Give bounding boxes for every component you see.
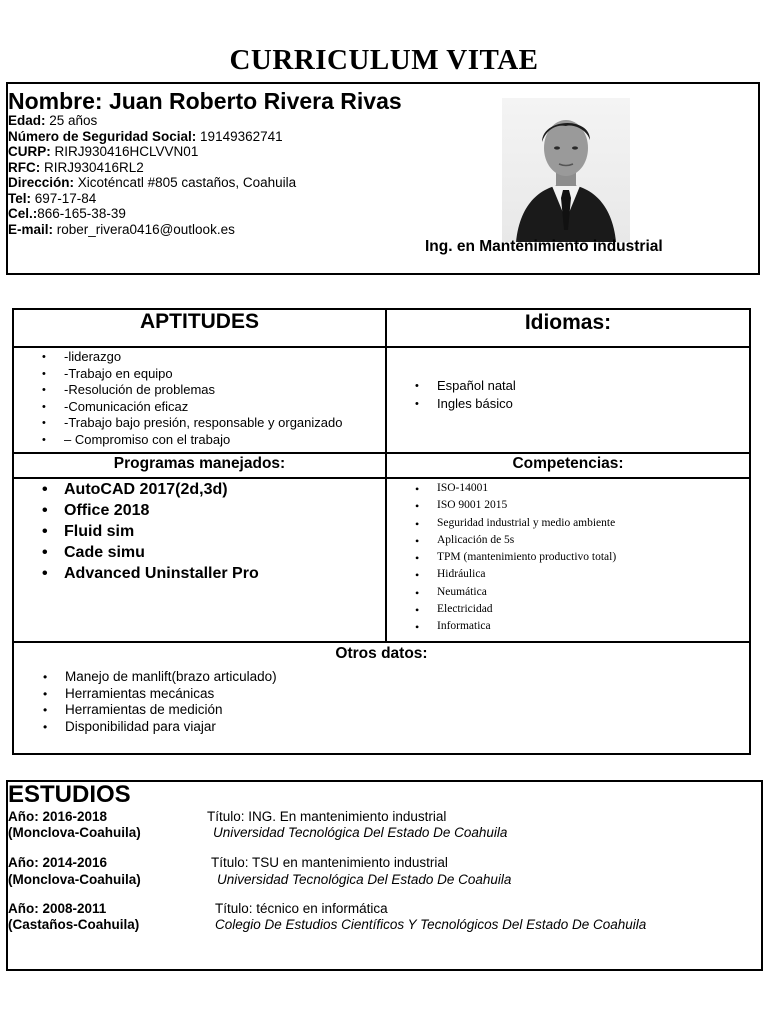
estudios-header: ESTUDIOS [8, 781, 131, 808]
aptitudes-list [42, 349, 342, 448]
study-place: (Monclova-Coahuila) [8, 825, 141, 840]
candidate-name: Nombre: Juan Roberto Rivera Rivas [8, 88, 402, 114]
field-tel: Tel: 697-17-84 [8, 190, 97, 206]
row-divider [12, 346, 751, 348]
list-item: • -Trabajo en equipo [42, 366, 342, 383]
document-title: CURRICULUM VITAE [229, 44, 539, 76]
study-school: Universidad Tecnológica Del Estado De Coahuila [213, 825, 508, 840]
aptitudes-header: APTITUDES [139, 310, 259, 333]
field-direccion: Dirección: Xicoténcatl #805 castaños, Coahuila [8, 175, 297, 190]
study-school: Colegio De Estudios Científicos Y Tecnológicos Del Estado De Coahuila [215, 917, 647, 932]
list-item: • -liderazgo [42, 349, 342, 366]
list-item: • Advanced Uninstaller Pro [42, 563, 259, 584]
study-year: Año: 2008-2011 [8, 901, 107, 916]
list-item: • Fluid sim [42, 521, 259, 542]
list-item: • Aplicación de 5s [415, 532, 616, 549]
list-item: • Informatica [415, 618, 616, 635]
field-curp: CURP: RIRJ930416HCLVVN01 [8, 144, 199, 159]
study-title: Título: ING. En mantenimiento industrial [207, 809, 447, 824]
study-place: (Castaños-Coahuila) [8, 917, 140, 932]
field-rfc: RFC: RIRJ930416RL2 [8, 159, 144, 175]
otros-list [43, 669, 277, 735]
field-cel: Cel.:866-165-38-39 [8, 206, 126, 221]
programas-header: Programas manejados: [113, 455, 286, 472]
study-year: Año: 2016-2018 [8, 809, 108, 824]
career-title: Ing. en Mantenimiento industrial [425, 238, 663, 255]
row-divider [12, 452, 751, 454]
list-item: • Neumática [415, 584, 616, 601]
list-item: • Manejo de manlift(brazo articulado) [43, 669, 277, 686]
list-item: • -Resolución de problemas [42, 382, 342, 399]
list-item: • Cade simu [42, 542, 259, 563]
list-item: • Ingles básico [415, 395, 516, 413]
programas-list [42, 479, 259, 584]
idiomas-list [415, 377, 516, 413]
list-item: • Hidráulica [415, 566, 616, 583]
list-item: • Herramientas de medición [43, 702, 277, 719]
column-divider [385, 308, 387, 642]
list-item: • Electricidad [415, 601, 616, 618]
list-item: • -Trabajo bajo presión, responsable y organizado [42, 415, 342, 432]
study-year: Año: 2014-2016 [8, 855, 108, 870]
list-item: • Seguridad industrial y medio ambiente [415, 515, 616, 532]
list-item: • TPM (mantenimiento productivo total) [415, 549, 616, 566]
row-divider [12, 641, 751, 643]
list-item: • – Compromiso con el trabajo [42, 432, 342, 449]
list-item: • Office 2018 [42, 500, 259, 521]
list-item: • Español natal [415, 377, 516, 395]
list-item: • Disponibilidad para viajar [43, 719, 277, 736]
list-item: • -Comunicación eficaz [42, 399, 342, 416]
list-item: • Herramientas mecánicas [43, 686, 277, 703]
study-place: (Monclova-Coahuila) [8, 872, 141, 887]
field-email: E-mail: rober_rivera0416@outlook.es [8, 221, 235, 237]
list-item: • ISO-14001 [415, 480, 616, 497]
study-title: Título: técnico en informática [215, 901, 388, 916]
idiomas-header: Idiomas: [524, 311, 612, 334]
otros-header: Otros datos: [335, 645, 428, 662]
competencias-list [415, 480, 616, 636]
list-item: • AutoCAD 2017(2d,3d) [42, 479, 259, 500]
study-title: Título: TSU en mantenimiento industrial [211, 855, 448, 870]
profile-photo [502, 98, 630, 242]
field-nss: Número de Seguridad Social: 19149362741 [8, 128, 283, 144]
list-item: • ISO 9001 2015 [415, 497, 616, 514]
study-school: Universidad Tecnológica Del Estado De Coahuila [217, 872, 512, 887]
competencias-header: Competencias: [512, 455, 624, 472]
field-edad: Edad: 25 años [8, 113, 98, 128]
